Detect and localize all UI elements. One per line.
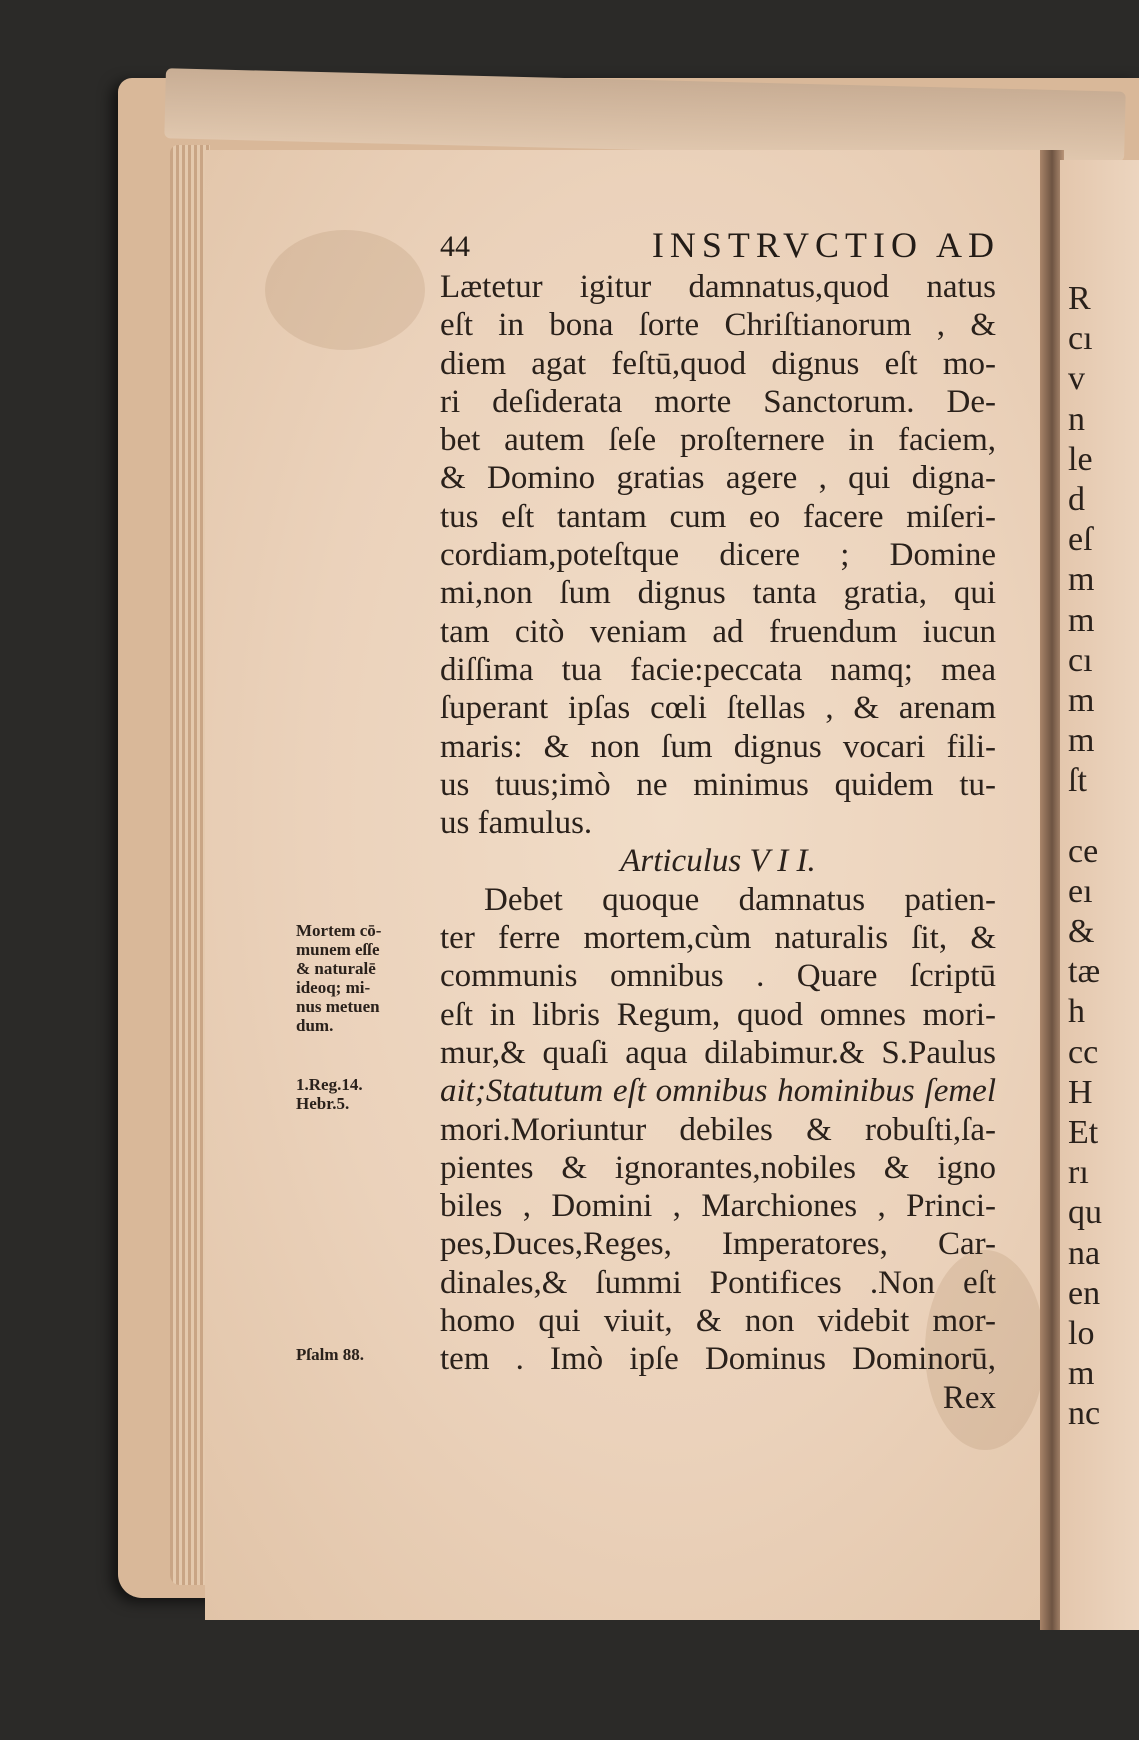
margin-line: nus metuen: [296, 997, 380, 1016]
text-line: dinales,& ſummi Pontifices .Non eſt: [440, 1264, 996, 1301]
next-page-fragment: ſt: [1068, 762, 1087, 800]
next-page-fragment: m: [1068, 561, 1095, 599]
margin-line: munem eſſe: [296, 940, 380, 959]
next-page-fragment: cı: [1068, 641, 1093, 679]
margin-reference: [296, 1075, 436, 1113]
next-page-fragment: h: [1068, 993, 1085, 1031]
next-page-fragment: H: [1068, 1073, 1093, 1111]
text-line: tem . Imò ipſe Dominus Dominorū,: [440, 1341, 996, 1378]
text-line: ſuperant ipſas cœli ſtellas , & arenam: [440, 690, 996, 727]
next-page-fragment: le: [1068, 440, 1093, 478]
next-page-fragment: cc: [1068, 1033, 1099, 1071]
next-page-fragment: qu: [1068, 1194, 1102, 1232]
margin-line: Hebr.5.: [296, 1094, 350, 1113]
next-page-fragment: n: [1068, 400, 1085, 438]
running-header: [440, 224, 1000, 266]
next-page-fragment: &: [1068, 913, 1095, 950]
running-title: INSTRVCTIO AD: [651, 225, 1000, 265]
text-line: ter ferre mortem,cùm naturalis ſit, &: [440, 920, 996, 957]
text-line: biles , Domini , Marchiones , Princi-: [440, 1188, 996, 1225]
text-line: mori.Moriuntur debiles & robuſti,ſa-: [440, 1111, 996, 1148]
next-page-fragment: eı: [1068, 872, 1093, 910]
margin-note: [296, 921, 436, 1035]
next-page-fragment: cı: [1068, 320, 1093, 358]
margin-line: Mortem cō-: [296, 921, 382, 940]
next-page-fragment: m: [1068, 601, 1095, 639]
next-page-fragment: en: [1068, 1274, 1101, 1312]
next-page-fragment: eſ: [1068, 521, 1093, 559]
next-page-fragment: tæ: [1068, 953, 1101, 991]
margin-line: Pſalm 88.: [296, 1345, 364, 1364]
text-line: diem agat feſtū,quod dignus eſt mo-: [440, 345, 996, 382]
next-page-fragment: ce: [1068, 832, 1099, 870]
margin-line: ideoq; mi-: [296, 978, 371, 997]
text-line: diſſima tua facie:peccata namq; mea: [440, 651, 996, 688]
page-body: [440, 268, 996, 1417]
next-page-fragment: m: [1068, 722, 1095, 760]
next-page-fragment: na: [1068, 1234, 1101, 1272]
text-line: tus eſt tantam cum eo facere miſeri-: [440, 498, 996, 535]
catchword: Rex: [942, 1379, 996, 1416]
next-page-fragment: R: [1068, 280, 1091, 317]
text-line: communis omnibus . Quare ſcriptū: [440, 958, 996, 995]
next-page-fragment: Et: [1068, 1114, 1099, 1151]
text-line: pientes & ignorantes,nobiles & igno: [440, 1149, 996, 1186]
next-page-fragment: v: [1068, 360, 1085, 398]
margin-line: dum.: [296, 1016, 334, 1035]
next-page-fragment: nc: [1068, 1395, 1101, 1433]
text-line: us famulus.: [440, 805, 593, 842]
text-line: Debet quoque damnatus patien-: [484, 881, 996, 918]
text-line: pes,Duces,Reges, Imperatores, Car-: [440, 1226, 996, 1263]
text-line: & Domino gratias agere , qui digna-: [440, 460, 996, 497]
text-line: eſt in libris Regum, quod omnes mori-: [440, 996, 996, 1033]
text-line: Lætetur igitur damnatus,quod natus: [440, 269, 996, 305]
text-line: tam citò veniam ad fruendum iucun: [440, 613, 996, 650]
margin-reference-psalm: [296, 1345, 436, 1364]
next-page-fragment: m: [1068, 1355, 1095, 1393]
margin-line: & naturalē: [296, 959, 376, 978]
next-page-fragment: d: [1068, 481, 1085, 518]
margin-line: 1.Reg.14.: [296, 1075, 363, 1094]
text-line: mi,non ſum dignus tanta gratia, qui: [440, 575, 996, 612]
right-page-fragment: [1060, 160, 1139, 1630]
text-line: homo qui viuit, & non videbit mor-: [440, 1303, 996, 1340]
text-line: us tuus;imò ne minimus quidem tu-: [440, 766, 996, 803]
text-line: eſt in bona ſorte Chriſtianorum , &: [440, 307, 996, 344]
page-number: 44: [440, 230, 470, 263]
next-page-fragment: rı: [1068, 1154, 1089, 1192]
text-line: ait;Statutum eſt omnibus hominibus ſemel: [440, 1073, 996, 1110]
next-page-fragment: m: [1068, 682, 1095, 719]
page-edges: [170, 145, 210, 1585]
text-line: ri deſiderata morte Sanctorum. De-: [440, 383, 996, 420]
next-page-fragment: lo: [1068, 1315, 1095, 1352]
section-heading: Articulus V I I.: [620, 843, 816, 880]
text-line: bet autem ſeſe proſternere in faciem,: [440, 422, 996, 459]
text-line: maris: & non ſum dignus vocari fili-: [440, 728, 996, 765]
text-line: cordiam,poteſtque dicere ; Domine: [440, 537, 996, 574]
text-line: mur,& quaſi aqua dilabimur.& S.Paulus: [440, 1034, 996, 1071]
